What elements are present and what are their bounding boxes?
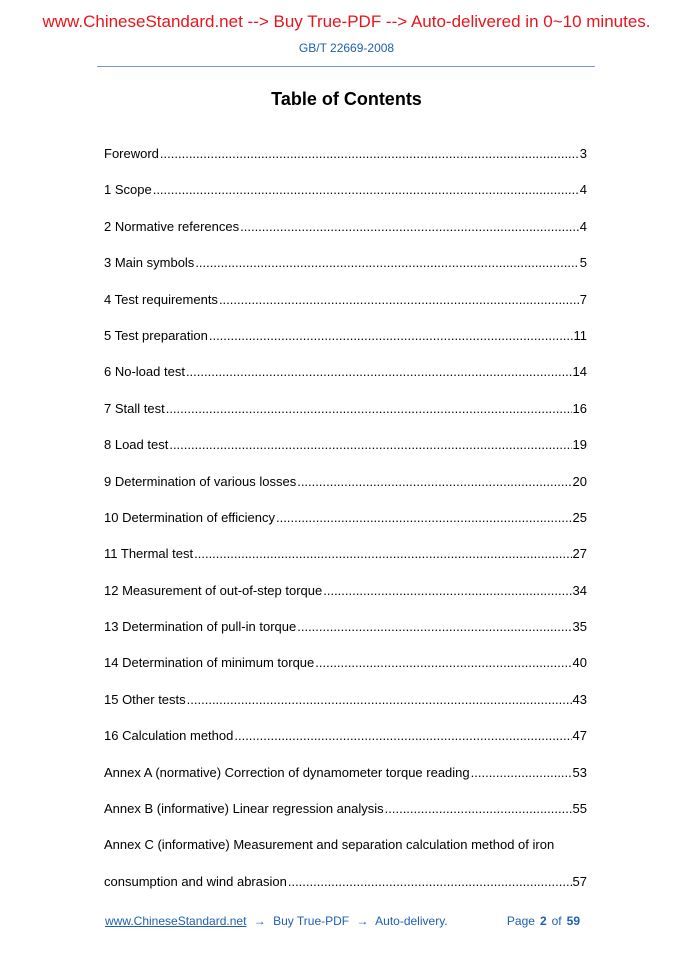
toc-entry-label: 3 Main symbols <box>104 255 195 271</box>
toc-entry-label: 15 Other tests <box>104 691 186 707</box>
toc-entry-label: 1 Scope <box>104 182 152 198</box>
toc-entry[interactable] <box>104 726 587 762</box>
toc-leader <box>385 799 572 819</box>
toc-leader <box>288 872 572 892</box>
header-banner: www.ChineseStandard.net --> Buy True-PDF --> Auto-delivered in 0~10 minutes. <box>42 12 651 31</box>
toc-entry[interactable] <box>104 581 587 617</box>
page-title: Table of Contents <box>271 89 422 109</box>
toc-leader <box>194 544 571 564</box>
toc-leader <box>297 617 571 637</box>
toc-entry[interactable] <box>104 326 587 362</box>
toc-leader <box>219 290 579 310</box>
toc-entry-label: 2 Normative references <box>104 218 240 234</box>
toc-entry-label: consumption and wind abrasion <box>104 873 287 889</box>
toc-leader <box>240 217 579 237</box>
toc-leader <box>209 326 573 346</box>
toc-leader <box>195 253 578 273</box>
toc-entry-page: 7 <box>579 291 587 307</box>
toc-entry[interactable] <box>104 508 587 544</box>
toc-entry-page: 55 <box>572 801 587 817</box>
toc-entry-page: 47 <box>572 728 587 744</box>
toc-entry[interactable] <box>104 872 587 908</box>
toc-entry-label: 7 Stall test <box>104 400 165 416</box>
toc-entry-label: 9 Determination of various losses <box>104 473 297 489</box>
toc-entry-page: 4 <box>579 182 587 198</box>
header-divider <box>97 66 595 67</box>
toc-entry-label: 14 Determination of minimum torque <box>104 655 315 671</box>
toc-entry[interactable] <box>104 217 587 253</box>
toc-entry-label: 12 Measurement of out-of-step torque <box>104 582 323 598</box>
toc-entry-page: 57 <box>572 873 587 889</box>
toc-entry-label: Annex C (informative) Measurement and separation calculation method of iron <box>104 837 555 853</box>
toc-entry-label: Annex A (normative) Correction of dynamometer torque reading <box>104 764 470 780</box>
delivery-text: Auto-delivery. <box>375 914 448 928</box>
toc-leader <box>315 653 571 673</box>
toc-entry-label: 4 Test requirements <box>104 291 218 307</box>
toc-entry[interactable] <box>104 544 587 580</box>
toc-entry-page: 5 <box>579 255 587 271</box>
arrow-right-icon: → <box>356 914 369 928</box>
toc-entry[interactable] <box>104 472 587 508</box>
toc-entry-page: 35 <box>572 619 587 635</box>
toc-leader <box>471 763 572 783</box>
toc-entry-label: 6 No-load test <box>104 364 185 380</box>
toc-entry[interactable] <box>104 180 587 216</box>
toc-entry[interactable] <box>104 653 587 689</box>
site-link[interactable]: www.ChineseStandard.net <box>105 914 247 928</box>
toc-leader <box>186 362 572 382</box>
toc-entry[interactable] <box>104 144 587 180</box>
toc-entry[interactable] <box>104 290 587 326</box>
toc-entry[interactable] <box>104 835 587 871</box>
arrow-right-icon: → <box>253 914 266 928</box>
toc-leader <box>297 472 571 492</box>
toc-entry-page: 27 <box>572 546 587 562</box>
toc-entry-label: Annex B (informative) Linear regression analysis <box>104 801 384 817</box>
page-word: Page <box>506 914 535 928</box>
page-current: 2 <box>539 914 547 928</box>
toc-entry[interactable] <box>104 690 587 726</box>
toc-entry[interactable] <box>104 362 587 398</box>
page-of: of <box>551 914 562 928</box>
toc-entry[interactable] <box>104 253 587 289</box>
toc-entry-page: 11 <box>573 327 587 343</box>
toc-entry-page: 34 <box>572 582 587 598</box>
toc-entry-page: 40 <box>572 655 587 671</box>
toc-leader <box>234 726 571 746</box>
toc-entry-label: 13 Determination of pull-in torque <box>104 619 297 635</box>
toc-entry-page: 43 <box>572 691 587 707</box>
toc-entry-label: 11 Thermal test <box>104 546 194 562</box>
buy-text: Buy True-PDF <box>273 914 350 928</box>
toc-leader <box>160 144 579 164</box>
toc-leader <box>276 508 572 528</box>
toc-entry[interactable] <box>104 617 587 653</box>
toc-entry[interactable] <box>104 399 587 435</box>
toc-entry-page: 3 <box>579 146 587 161</box>
toc-entry-page: 53 <box>572 764 587 780</box>
toc-entry-page: 25 <box>572 509 587 525</box>
toc-entry-label: 16 Calculation method <box>104 728 234 744</box>
toc-leader <box>187 690 572 710</box>
page-number <box>507 914 585 928</box>
toc-entry-page: 4 <box>579 218 587 234</box>
page-total: 59 <box>566 914 580 928</box>
toc-entry-page: 19 <box>572 437 587 453</box>
toc-entry-page: 20 <box>572 473 587 489</box>
toc-leader <box>153 180 579 200</box>
toc-leader <box>323 581 571 601</box>
toc-entry-page: 14 <box>572 364 587 380</box>
table-of-contents <box>104 144 587 908</box>
toc-entry[interactable] <box>104 435 587 471</box>
standard-code: GB/T 22669-2008 <box>298 41 395 55</box>
toc-entry[interactable] <box>104 763 587 799</box>
toc-entry[interactable] <box>104 799 587 835</box>
page-footer <box>105 914 585 928</box>
toc-entry-label: 10 Determination of efficiency <box>104 509 276 525</box>
toc-leader <box>169 435 571 455</box>
toc-entry-page: 16 <box>572 400 587 416</box>
toc-entry-label: Foreword <box>104 146 159 161</box>
toc-leader <box>166 399 572 419</box>
toc-entry-label: 8 Load test <box>104 437 169 453</box>
toc-entry-label: 5 Test preparation <box>104 327 208 343</box>
